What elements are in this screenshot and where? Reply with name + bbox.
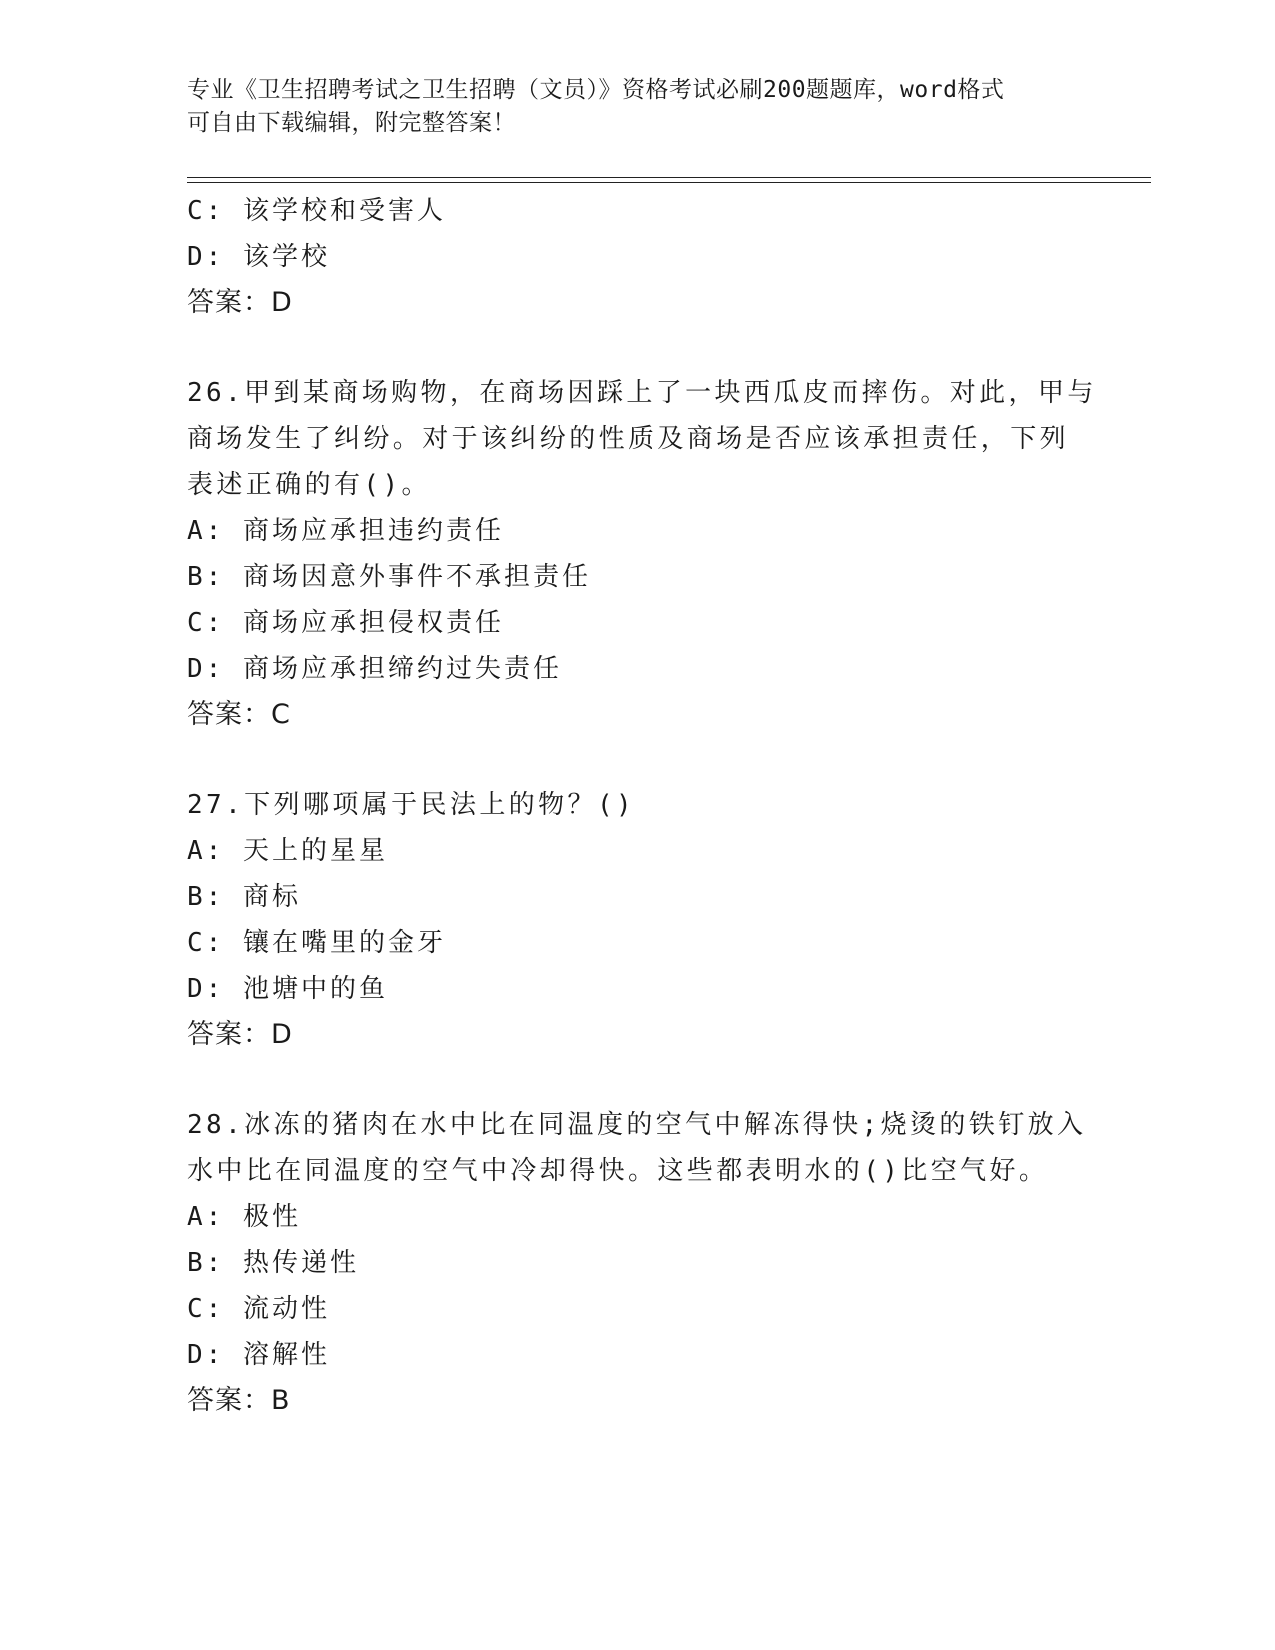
option-d: D: 溶解性 bbox=[187, 1340, 330, 1370]
question-text-line: 商场发生了纠纷。对于该纠纷的性质及商场是否应该承担责任，下列 bbox=[187, 424, 1070, 454]
question-26 bbox=[187, 370, 1097, 738]
question-text-line: 表述正确的有()。 bbox=[187, 470, 431, 500]
option-c: C: 流动性 bbox=[187, 1294, 330, 1324]
question-text-line: 26.甲到某商场购物，在商场因踩上了一块西瓜皮而摔伤。对此，甲与 bbox=[187, 378, 1097, 408]
question-text-line: 水中比在同温度的空气中冷却得快。这些都表明水的()比空气好。 bbox=[187, 1156, 1049, 1186]
option-d: D: 商场应承担缔约过失责任 bbox=[187, 654, 562, 684]
answer: 答案：B bbox=[187, 1385, 291, 1416]
answer: 答案：D bbox=[187, 1019, 293, 1050]
header-divider bbox=[187, 177, 1151, 183]
answer: 答案：C bbox=[187, 699, 291, 730]
question-list bbox=[187, 188, 1097, 1424]
document-header bbox=[187, 74, 1067, 140]
option-d: D: 该学校 bbox=[187, 242, 330, 272]
answer: 答案：D bbox=[187, 287, 293, 318]
option-c: C: 镶在嘴里的金牙 bbox=[187, 928, 446, 958]
header-line-2: 可自由下载编辑，附完整答案！ bbox=[187, 110, 516, 136]
option-a: A: 天上的星星 bbox=[187, 836, 388, 866]
option-b: B: 商场因意外事件不承担责任 bbox=[187, 562, 591, 592]
option-d: D: 池塘中的鱼 bbox=[187, 974, 388, 1004]
previous-question-tail bbox=[187, 188, 1087, 326]
option-a: A: 商场应承担违约责任 bbox=[187, 516, 504, 546]
option-b: B: 热传递性 bbox=[187, 1248, 359, 1278]
header-line-1: 专业《卫生招聘考试之卫生招聘（文员）》资格考试必刷200题题库，word格式 bbox=[187, 77, 1005, 103]
spacer bbox=[187, 738, 1087, 782]
question-text-line: 28.冰冻的猪肉在水中比在同温度的空气中解冻得快;烧烫的铁钉放入 bbox=[187, 1110, 1087, 1140]
question-28 bbox=[187, 1102, 1087, 1424]
option-c: C: 该学校和受害人 bbox=[187, 196, 446, 226]
option-b: B: 商标 bbox=[187, 882, 301, 912]
spacer bbox=[187, 1058, 1087, 1102]
question-27 bbox=[187, 782, 1087, 1058]
option-a: A: 极性 bbox=[187, 1202, 301, 1232]
question-text-line: 27.下列哪项属于民法上的物？() bbox=[187, 790, 636, 820]
option-c: C: 商场应承担侵权责任 bbox=[187, 608, 504, 638]
spacer bbox=[187, 326, 1087, 370]
